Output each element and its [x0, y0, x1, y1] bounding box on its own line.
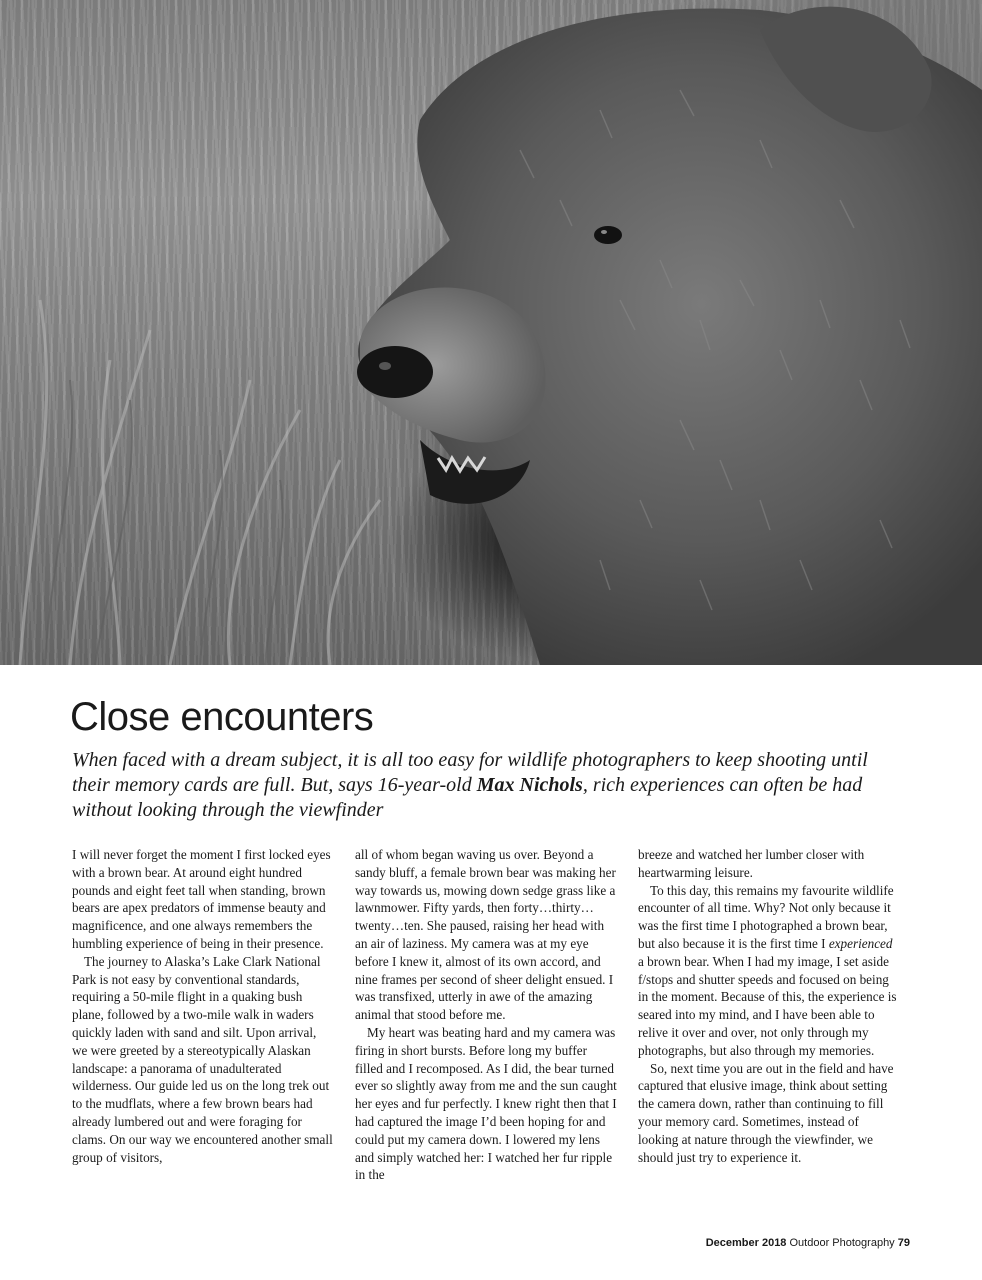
paragraph: The journey to Alaska’s Lake Clark National Park is not easy by conventional standards, requiring a 50-mile flight in a quaking bush plane, followed by a two-mile walk in waders quickly laden with sand and silt. Upon arrival, we were greeted by a stereotypically Alaskan landscape: a panorama of unadulterated wilderness. Our guide led us on the long trek out to the mudflats, where a few brown bears had already lumbered out and were foraging for clams. On our way we encountered another small group of visitors, [72, 953, 333, 1165]
paragraph: breeze and watched her lumber closer with heartwarming leisure. [638, 847, 865, 880]
text-column-3 [638, 846, 900, 1166]
magazine-name: Outdoor Photography [789, 1237, 895, 1249]
text-column-1 [72, 846, 334, 1166]
paragraph: all of whom began waving us over. Beyond a sandy bluff, a female brown bear was making her way towards us, mowing down sedge grass like a lawnmower. Fifty yards, then forty…thirty…twenty…ten. She paused, raising her head with an air of laziness. My camera was at my eye before I knew it, almost of its own accord, and nine frames per second of sheer delight ensued. I was transfixed, utterly in awe of the amazing animal that stood before me. [355, 847, 616, 1023]
paragraph: My heart was beating hard and my camera was firing in short bursts. Before long my buffer filled and I recomposed. As I did, the bear turned ever so slightly away from me and the sun caught her eyes and fur perfectly. I knew right then that I had captured the image I’d been hoping for and could put my camera down. I lowered my lens and simply watched her: I watched her fur ripple in the [355, 1024, 617, 1183]
emphasis-text: experienced [828, 935, 893, 951]
author-name: Max Nichols [476, 774, 583, 796]
page-number: 79 [897, 1237, 910, 1249]
page-folio [706, 1237, 910, 1249]
paragraph: I will never forget the moment I first locked eyes with a brown bear. At around eight hundred pounds and eight feet tall when standing, brown bears are apex predators of immense beauty and magnificence, and one always remembers the humbling experience of being in their presence. [72, 847, 331, 951]
paragraph-text: To this day, this remains my favourite wildlife encounter of all time. Why? Not only because it was the first time I photographed a brown bear, but also because it is the first time I [638, 882, 894, 951]
paragraph-text: a brown bear. When I had my image, I set aside f/stops and shutter speeds and focused on being in the moment. Because of this, the experience is seared into my mind, and I have been able to relive it over and over, not only through my photographs, but also through my memories. [638, 953, 897, 1058]
standfirst-text: , rich experiences can often be had without looking through the viewfinder [72, 774, 863, 821]
text-column-2 [355, 846, 617, 1184]
article-standfirst [72, 748, 892, 823]
article-headline: Close encounters [70, 695, 374, 739]
paragraph: So, next time you are out in the field and have captured that elusive image, think about setting the camera down, rather than continuing to fill your memory card. Sometimes, instead of looking at nature through the viewfinder, we should just try to experience it. [638, 1060, 894, 1165]
standfirst-text: When faced with a dream subject, it is all too easy for wildlife photographers to keep shooting until their memory cards are full. But, says 16-year-old [72, 749, 868, 796]
issue-date: December 2018 [705, 1237, 787, 1249]
paragraph [638, 882, 900, 1060]
